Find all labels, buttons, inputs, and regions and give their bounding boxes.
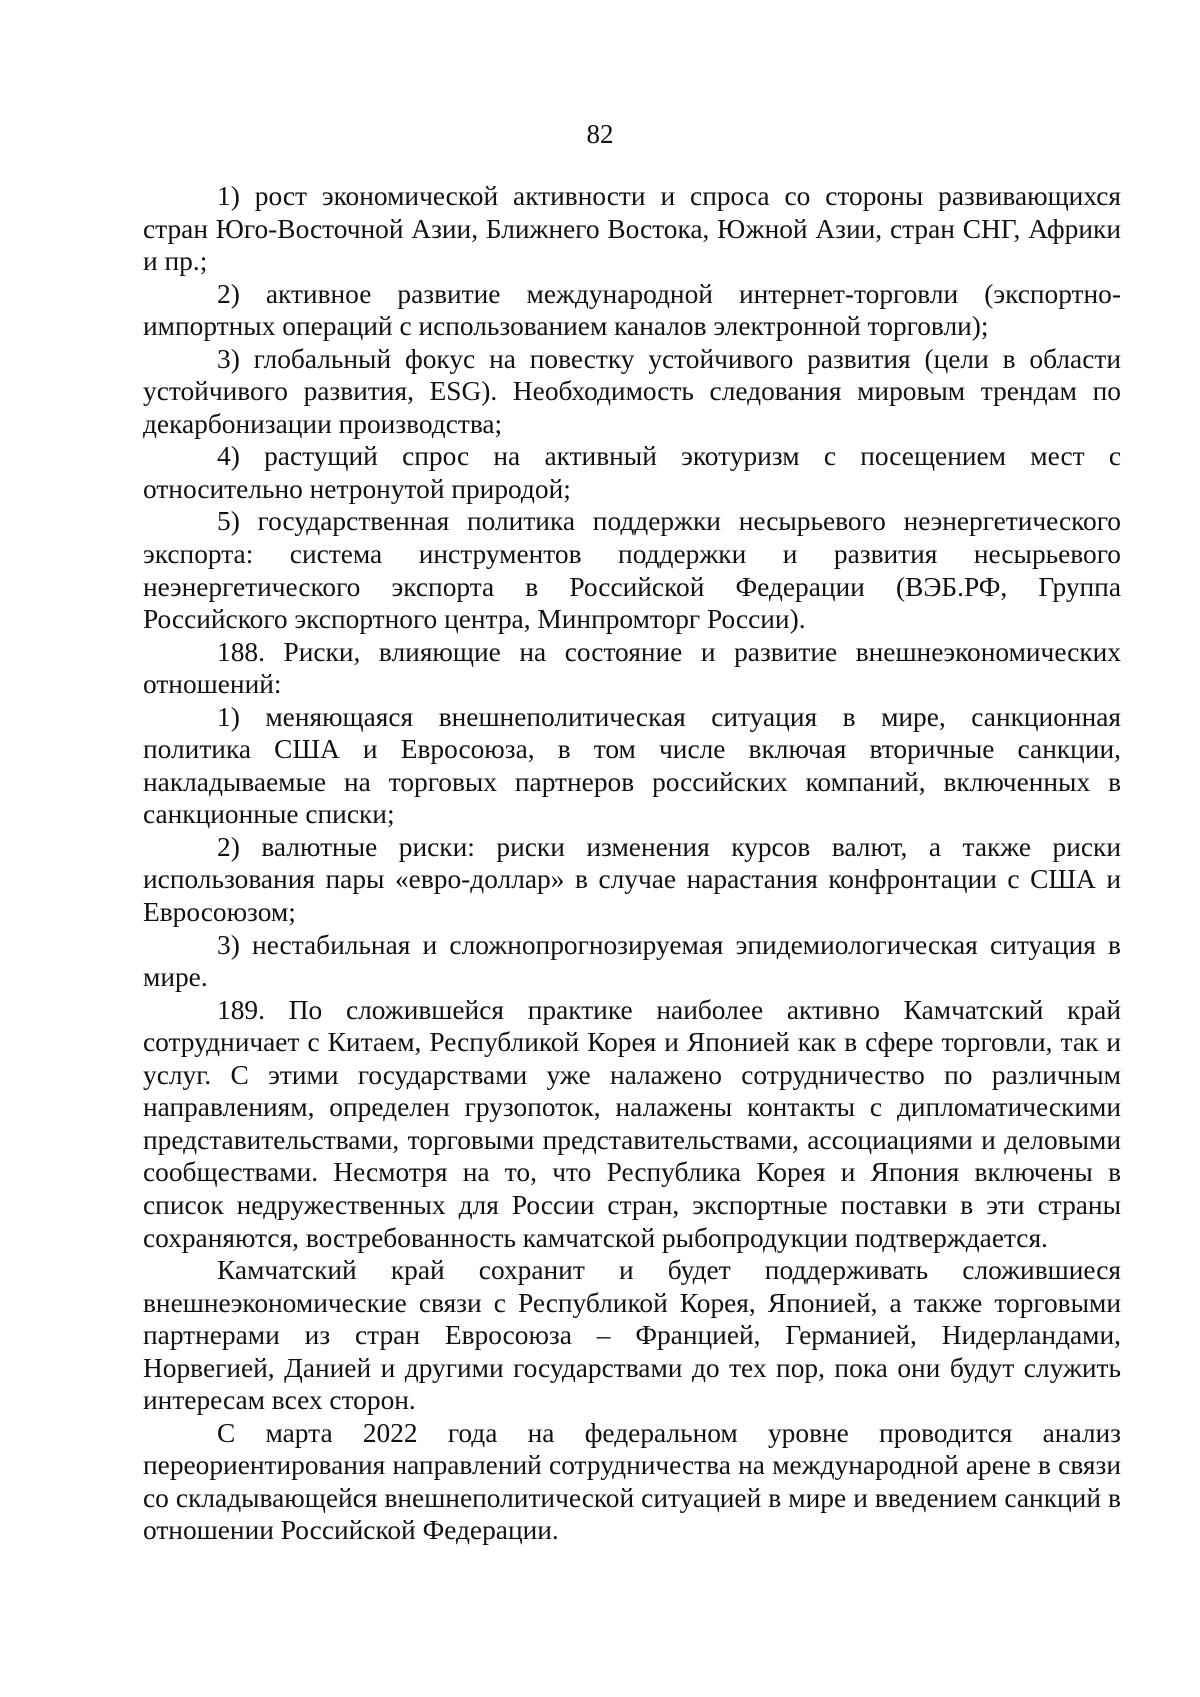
paragraph-foreign-ties: Камчатский край сохранит и будет поддерживать сложившиеся внешнеэкономические связи с Республикой Корея, Японией, а также торговыми партнерами из стран Евросоюза – Францией, Германией, Нидерландами, Норвегией, Данией и другими государствами до тех пор, пока они будут служить интересам всех сторон. [143,1255,1121,1416]
paragraph-item-3-sustainability-focus: 3) глобальный фокус на повестку устойчивого развития (цели в области устойчивого развития, ESG). Необходимость следования мировым трендам по декарбонизации производства; [143,343,1121,439]
paragraph-item-5-export-support: 5) государственная политика поддержки несырьевого неэнергетического экспорта: система инструментов поддержки и развития несырьевого неэнергетического экспорта в Российской Федерации (ВЭБ.РФ, Группа Российского экспортного центра, Минпромторг России). [143,506,1121,635]
paragraph-risk-3-epidemiology: 3) нестабильная и сложнопрогнозируемая эпидемиологическая ситуация в мире. [143,929,1121,993]
paragraph-risk-1-sanctions: 1) меняющаяся внешнеполитическая ситуация в мире, санкционная политика США и Евросоюза, в том числе включая вторичные санкции, накладываемые на торговых партнеров российских компаний, включенных в санкционные списки; [143,701,1121,830]
paragraph-reorientation-analysis: С марта 2022 года на федеральном уровне проводится анализ переориентирования направлений сотрудничества на международной арене в связи со складывающейся внешнеполитической ситуацией в мире и введением санкций в отношении Российской Федерации. [143,1417,1121,1546]
page-number: 82 [586,119,614,149]
body-text [143,180,1121,1547]
paragraph-risk-2-currency: 2) валютные риски: риски изменения курсов валют, а также риски использования пары «евро-доллар» в случае нарастания конфронтации с США и Евросоюзом; [143,831,1121,928]
paragraph-189-partners: 189. По сложившейся практике наиболее активно Камчатский край сотрудничает с Китаем, Республикой Корея и Японией как в сфере торговли, так и услуг. С этими государствами уже налажено сотрудничество по различным направлениям, определен грузопоток, налажены контакты с дипломатическими представительствами, торговыми представительствами, ассоциациями и деловыми сообществами. Несмотря на то, что Республика Корея и Япония включены в список недружественных для России стран, экспортные поставки в эти страны сохраняются, востребованность камчатской рыбопродукции подтверждается. [143,994,1121,1253]
paragraph-188-risks: 188. Риски, влияющие на состояние и развитие внешнеэкономических отношений: [143,636,1121,700]
paragraph-item-1-growth-of-demand: 1) рост экономической активности и спроса со стороны развивающихся стран Юго-Восточной Азии, Ближнего Востока, Южной Азии, стран СНГ, Африки и пр.; [143,181,1121,277]
paragraph-item-4-ecotourism: 4) растущий спрос на активный экотуризм с посещением мест с относительно нетронутой природой; [143,441,1121,504]
paragraph-item-2-internet-trade: 2) активное развитие международной интернет-торговли (экспортно-импортных операций с использованием каналов электронной торговли); [143,278,1121,342]
